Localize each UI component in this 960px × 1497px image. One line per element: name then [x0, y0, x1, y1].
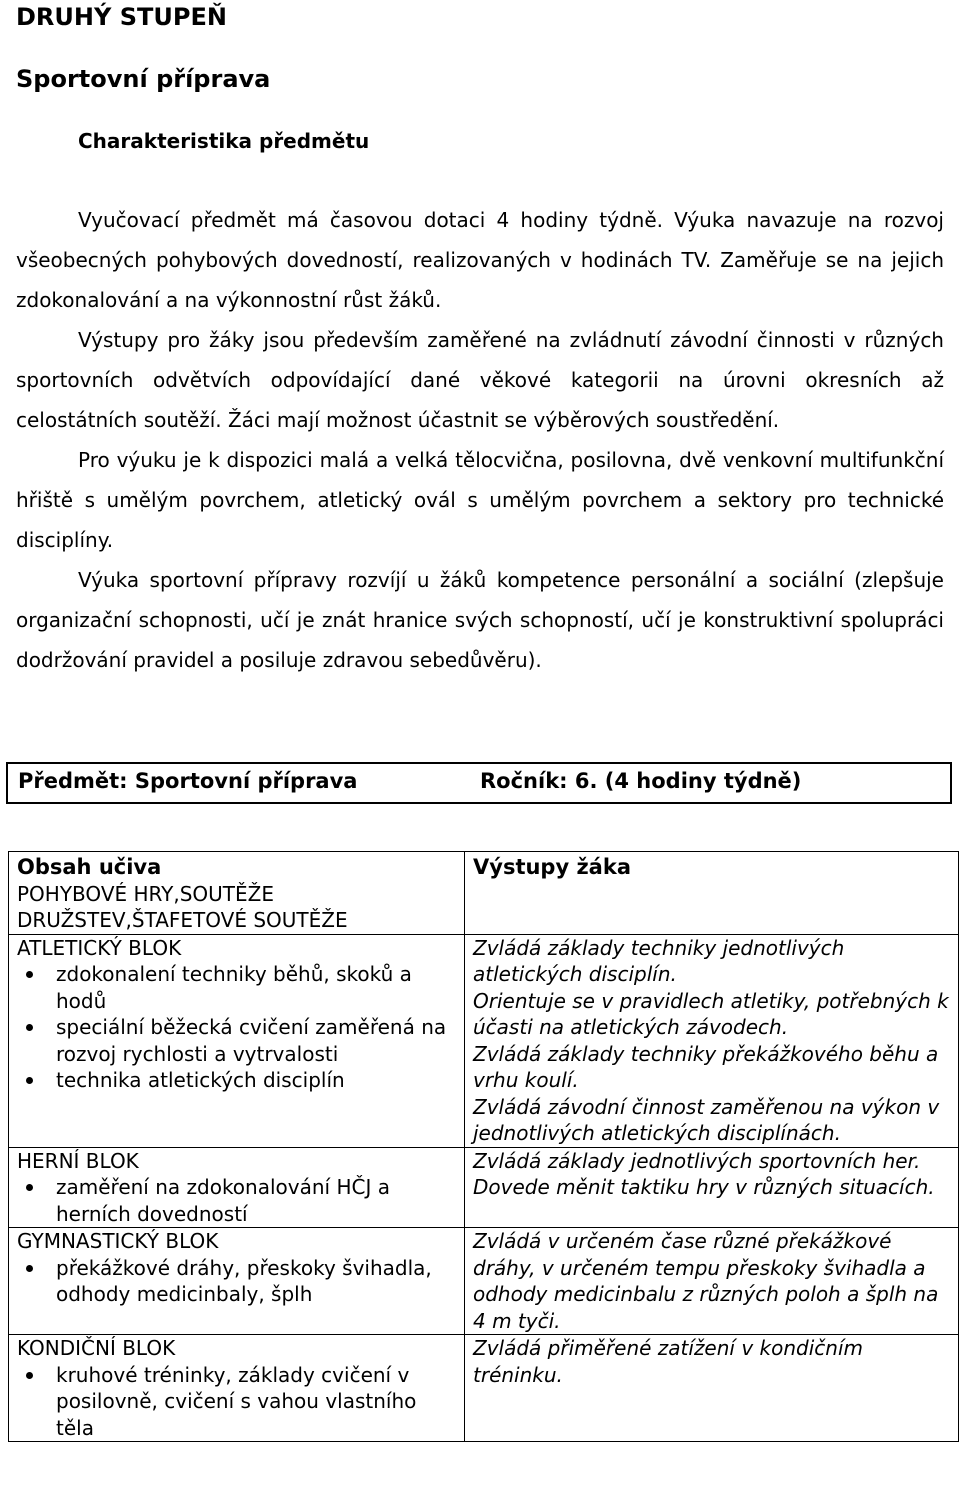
table-row: [9, 1335, 959, 1442]
output-item: Zvládá základy techniky jednotlivých atletických disciplín.: [473, 935, 845, 986]
subject-label: Předmět: Sportovní příprava: [18, 769, 358, 793]
condition-list: [17, 1362, 456, 1442]
subject-title: Sportovní příprava: [16, 65, 271, 93]
subject-box: [6, 762, 952, 804]
athletics-list: [17, 961, 456, 1094]
gym-content-cell: [9, 1228, 465, 1335]
games-output-cell: [465, 1147, 959, 1228]
content-header-cell: [9, 852, 465, 935]
output-item: Zvládá přiměřené zatížení v kondičním tréninku.: [473, 1336, 863, 1387]
games-block-title: HERNÍ BLOK: [17, 1148, 139, 1173]
intro-paragraph: Pro výuku je k dispozici malá a velká tělocvična, posilovna, dvě venkovní multifunkční hřiště s umělým povrchem, atletický ovál s umělým povrchem a sektory pro technické disciplíny.: [16, 448, 944, 552]
grade-label: Ročník: 6. (4 hodiny týdně): [480, 769, 802, 793]
athletics-output-cell: [465, 934, 959, 1147]
output-item: Zvládá závodní činnost zaměřenou na výkon v jednotlivých atletických disciplínách.: [473, 1094, 940, 1145]
athletics-content-cell: [9, 934, 465, 1147]
intro-paragraph: Výuka sportovní přípravy rozvíjí u žáků kompetence personální a sociální (zlepšuje organizační schopnosti, učí je znát hranice svých schopností, učí je konstruktivní spolupráci dodržování pravidel a posiluje zdravou sebedůvěru).: [16, 568, 944, 672]
output-item: Zvládá v určeném čase různé překážkové dráhy, v určeném tempu přeskoky švihadla a odhody medicinbalu z různých poloh a šplh na 4 m tyči.: [473, 1229, 939, 1333]
list-item: speciální běžecká cvičení zaměřená na rozvoj rychlosti a vytrvalosti: [17, 1014, 456, 1067]
intro-text: [16, 200, 944, 680]
table-row: [9, 1147, 959, 1228]
gym-output-cell: [465, 1228, 959, 1335]
list-item: technika atletických disciplín: [17, 1067, 456, 1094]
output-header-cell: [465, 852, 959, 935]
output-header: Výstupy žáka: [473, 855, 631, 879]
athletics-title: ATLETICKÝ BLOK: [17, 935, 182, 960]
games-label: POHYBOVÉ HRY,SOUTĚŽE: [17, 881, 274, 906]
list-item: zdokonalení techniky běhů, skoků a hodů: [17, 961, 456, 1014]
condition-block-title: KONDIČNÍ BLOK: [17, 1336, 176, 1360]
table-row: [9, 934, 959, 1147]
curriculum-table: [8, 851, 959, 1442]
team-label: DRUŽSTEV,ŠTAFETOVÉ SOUTĚŽE: [17, 908, 348, 932]
condition-output-cell: [465, 1335, 959, 1442]
gym-block-title: GYMNASTICKÝ BLOK: [17, 1229, 219, 1253]
list-item: překážkové dráhy, přeskoky švihadla, odhody medicinbaly, šplh: [17, 1255, 456, 1308]
intro-paragraph: Vyučovací předmět má časovou dotaci 4 hodiny týdně. Výuka navazuje na rozvoj všeobecných pohybových dovedností, realizovaných v hodinách TV. Zaměřuje se na jejich zdokonalování a na výkonnostní růst žáků.: [16, 208, 944, 312]
content-header: Obsah učiva: [17, 855, 162, 879]
intro-paragraph: Výstupy pro žáky jsou především zaměřené na zvládnutí závodní činnosti v různých sportovních odvětvích odpovídající dané věkové kategorii na úrovni okresních až celostátních soutěží. Žáci mají možnost účastnit se výběrových soustředění.: [16, 328, 944, 432]
games-content-cell: [9, 1147, 465, 1228]
list-item: kruhové tréninky, základy cvičení v posilovně, cvičení s vahou vlastního těla: [17, 1362, 456, 1442]
page-heading: DRUHÝ STUPEŇ: [16, 3, 227, 31]
section-title: Charakteristika předmětu: [78, 129, 370, 153]
output-item: Zvládá základy jednotlivých sportovních her. Dovede měnit taktiku hry v různých situacích.: [473, 1148, 935, 1199]
output-item: Zvládá základy techniky překážkového běhu a vrhu koulí.: [473, 1041, 939, 1092]
table-header-row: [9, 852, 959, 935]
gym-list: [17, 1255, 456, 1308]
games-list: [17, 1174, 456, 1227]
list-item: zaměření na zdokonalování HČJ a herních dovedností: [17, 1174, 456, 1227]
table-row: [9, 1228, 959, 1335]
output-item: Orientuje se v pravidlech atletiky, potřebných k účasti na atletických závodech.: [473, 988, 949, 1039]
condition-content-cell: [9, 1335, 465, 1442]
